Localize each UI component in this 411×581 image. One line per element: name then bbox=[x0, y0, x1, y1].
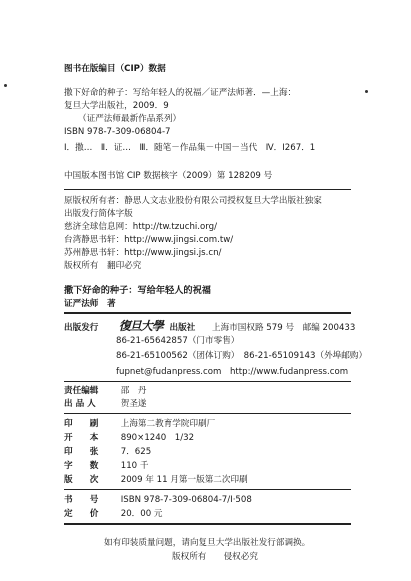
rights-reserved: 版权所有 翻印必究 bbox=[64, 261, 142, 271]
cip-line-2: 复旦大学出版社，2009．9 bbox=[64, 101, 169, 111]
footer-notice: 如有印装质量问题，请向复旦大学出版社发行部调换。 bbox=[104, 538, 311, 548]
rights-web-tw: 台湾静思书轩：http://www.jingsi.com.tw/ bbox=[64, 235, 234, 245]
rights-line-1: 原版权所有者：静思人文志业股份有限公司授权复旦大学出版社独家 bbox=[64, 196, 322, 206]
scan-speck bbox=[365, 90, 368, 93]
spec-sheets bbox=[64, 446, 151, 458]
divider-staff bbox=[64, 413, 351, 414]
publisher-phone-retail: 86-21-65642857（门市零售） bbox=[116, 336, 240, 346]
footer-rights: 版权所有 侵权必究 bbox=[172, 552, 258, 562]
staff-producer bbox=[64, 398, 147, 410]
spec-sheets-label: 印 张 bbox=[64, 447, 99, 457]
divider-bottom bbox=[64, 523, 351, 525]
isbn-row bbox=[64, 494, 252, 506]
spec-wordcount-label: 字 数 bbox=[64, 461, 99, 471]
price-label: 定 价 bbox=[64, 509, 99, 519]
price-value: 20．00 元 bbox=[120, 509, 163, 519]
rights-web-js: 苏州静思书轩：http://www.jingsi.js.cn/ bbox=[64, 248, 222, 258]
spec-format-label: 开 本 bbox=[64, 433, 99, 443]
publisher-address: 上海市国权路 579 号 邮编 200433 bbox=[212, 323, 356, 333]
staff-editor bbox=[64, 385, 147, 397]
spec-format bbox=[64, 432, 194, 444]
cip-approval: 中国版本图书馆 CIP 数据核字（2009）第 128209 号 bbox=[64, 171, 273, 181]
divider-title bbox=[64, 312, 351, 314]
cip-line-1: 撒下好命的种子：写给年轻人的祝福／证严法师著．—上海： bbox=[64, 88, 297, 98]
cip-isbn: ISBN 978-7-309-06804-7 bbox=[64, 127, 171, 137]
publisher-row bbox=[64, 320, 355, 334]
book-author: 证严法师 著 bbox=[64, 299, 116, 309]
publisher-web: fupnet@fudanpress.com http://www.fudanpress.com bbox=[116, 367, 349, 377]
spec-edition-value: 2009 年 11 月第一版第二次印刷 bbox=[120, 475, 248, 485]
spec-printer-value: 上海第二教育学院印刷厂 bbox=[120, 419, 216, 429]
book-title: 撒下好命的种子：写给年轻人的祝福 bbox=[64, 285, 211, 296]
spec-wordcount-value: 110 千 bbox=[120, 461, 149, 471]
spec-printer bbox=[64, 418, 215, 430]
staff-editor-label: 责任编辑 bbox=[64, 386, 99, 396]
staff-producer-label: 出 品 人 bbox=[64, 399, 96, 409]
cip-line-3: （证严法师最新作品系列） bbox=[78, 114, 182, 124]
publisher-name: 出版社 bbox=[169, 323, 196, 333]
rights-line-2: 出版发行简体字版 bbox=[64, 209, 133, 219]
spec-edition-label: 版 次 bbox=[64, 475, 99, 485]
divider-publisher bbox=[64, 381, 351, 382]
spec-edition bbox=[64, 474, 248, 486]
publisher-phone-orders: 86-21-65100562（团体订购） 86-21-65109143（外埠邮购） bbox=[116, 351, 368, 361]
scan-speck bbox=[4, 84, 7, 87]
spec-printer-label: 印 刷 bbox=[64, 419, 99, 429]
isbn-value: ISBN 978-7-309-06804-7/I·508 bbox=[120, 495, 252, 505]
spec-format-value: 890×1240 1/32 bbox=[120, 433, 195, 443]
staff-editor-value: 邵 丹 bbox=[120, 386, 147, 396]
publisher-label: 出版发行 bbox=[64, 323, 99, 333]
spec-sheets-value: 7．625 bbox=[120, 447, 152, 457]
price-row bbox=[64, 508, 163, 520]
divider-top bbox=[64, 189, 351, 190]
rights-web-tzuchi: 慈济全球信息网：http://tw.tzuchi.org/ bbox=[64, 222, 218, 232]
publisher-logo: 復旦大學 bbox=[118, 319, 163, 333]
staff-producer-value: 贺圣遂 bbox=[120, 399, 147, 409]
cip-heading: 图书在版编目（CIP）数据 bbox=[64, 64, 166, 74]
cip-classes: Ⅰ．撒… Ⅱ．证… Ⅲ．随笔－作品集－中国－当代 Ⅳ．I267．1 bbox=[64, 143, 316, 153]
isbn-label: 书 号 bbox=[64, 495, 99, 505]
divider-specs bbox=[64, 489, 351, 490]
spec-wordcount bbox=[64, 460, 148, 472]
